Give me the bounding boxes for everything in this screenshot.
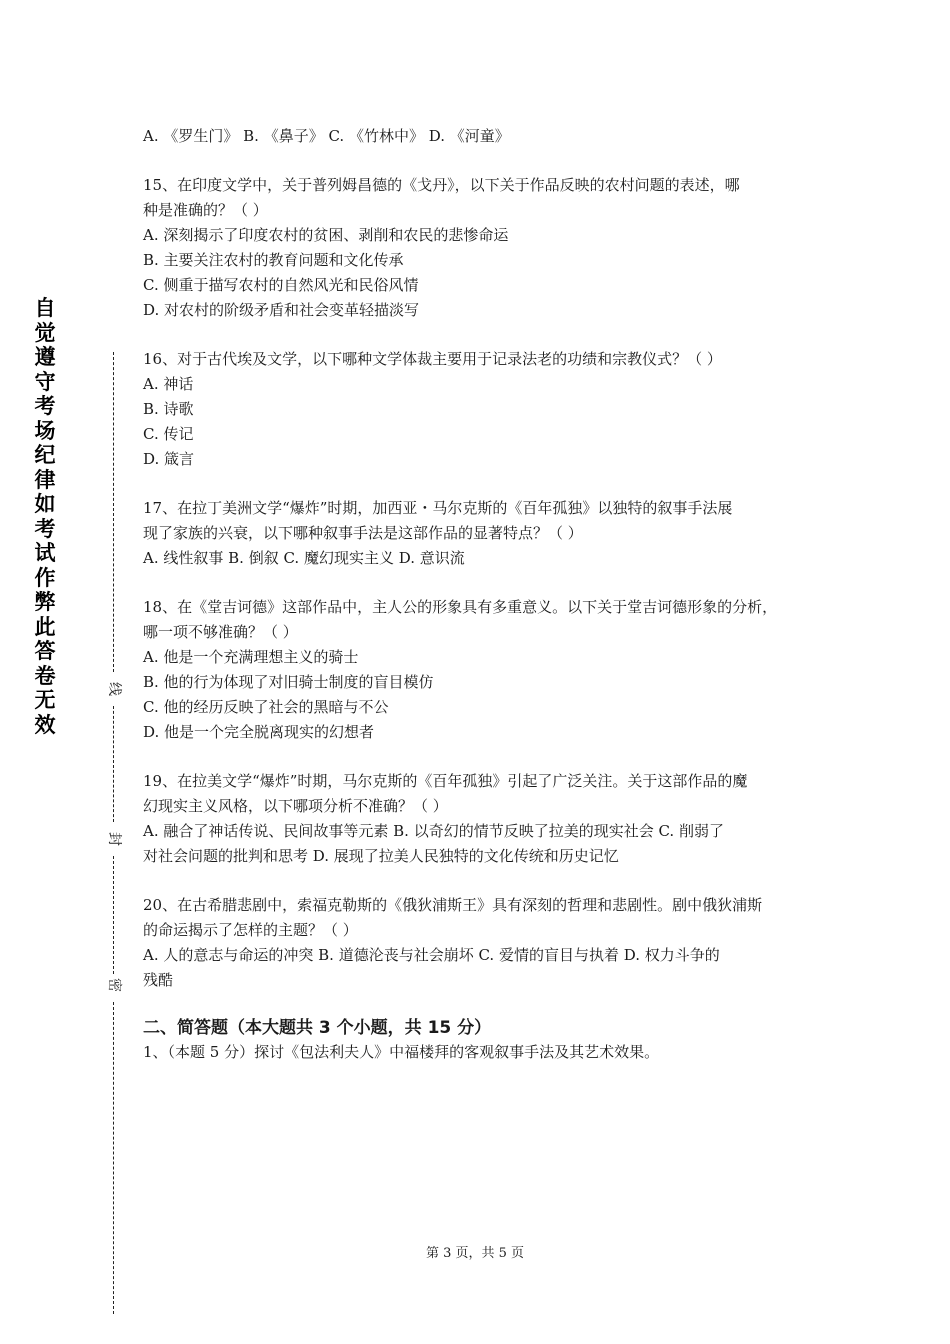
options-inline: A. 人的意志与命运的冲突 B. 道德沦丧与社会崩坏 C. 爱情的盲目与执着 D. 权力斗争的 [143,946,720,964]
options-inline: 残酷 [143,971,174,989]
option-a: A. 深刻揭示了印度农村的贫困、剥削和农民的悲惨命运 [143,226,509,244]
question-18 [143,595,823,745]
exam-discipline-notice: 自觉遵守考场纪律如考试作弊此答卷无效 [34,296,56,737]
exam-content [143,124,823,1065]
binding-mark-line: 线 [106,682,122,696]
question-stem: 幻现实主义风格，以下哪项分析不准确？（ ） [143,797,448,815]
binding-dash-line-1 [113,352,114,672]
question-15 [143,173,823,323]
option-d: D. 箴言 [143,450,195,468]
option-d: D. 对农村的阶级矛盾和社会变革轻描淡写 [143,301,420,319]
question-19 [143,769,823,869]
section-2-title: 二、简答题（本大题共 3 个小题，共 15 分） [143,1018,492,1038]
question-stem: 现了家族的兴衰，以下哪种叙事手法是这部作品的显著特点？（ ） [143,524,583,542]
options-inline: A. 融合了神话传说、民间故事等元素 B. 以奇幻的情节反映了拉美的现实社会 C. 削弱了 [143,822,724,840]
question-stem: 17、在拉丁美洲文学“爆炸”时期，加西亚・马尔克斯的《百年孤独》以独特的叙事手法展 [143,499,733,517]
options-inline: 对社会问题的批判和思考 D. 展现了拉美人民独特的文化传统和历史记忆 [143,847,619,865]
question-20 [143,893,823,993]
binding-dash-line-2 [113,706,114,822]
question-stem: 16、对于古代埃及文学，以下哪种文学体裁主要用于记录法老的功绩和宗教仪式？（ ） [143,350,722,368]
option-b: B. 他的行为体现了对旧骑士制度的盲目模仿 [143,673,434,691]
binding-dash-line-3 [113,856,114,974]
question-stem: 19、在拉美文学“爆炸”时期，马尔克斯的《百年孤独》引起了广泛关注。关于这部作品的魔 [143,772,748,790]
question-stem: 15、在印度文学中，关于普列姆昌德的《戈丹》，以下关于作品反映的农村问题的表述，哪 [143,176,740,194]
option-b: B. 诗歌 [143,400,194,418]
page-footer: 第 3 页，共 5 页 [425,1246,525,1261]
question-stem: 哪一项不够准确？（ ） [143,623,298,641]
option-c: C. 传记 [143,425,194,443]
option-d: D. 他是一个完全脱离现实的幻想者 [143,723,375,741]
option-a: A. 他是一个充满理想主义的骑士 [143,648,359,666]
option-c: C. 侧重于描写农村的自然风光和民俗风情 [143,276,419,294]
question-stem: 20、在古希腊悲剧中，索福克勒斯的《俄狄浦斯王》具有深刻的哲理和悲剧性。剧中俄狄浦斯 [143,896,763,914]
option-b: B. 主要关注农村的教育问题和文化传承 [143,251,404,269]
q14-options: A. 《罗生门》 B. 《鼻子》 C. 《竹林中》 D. 《河童》 [143,127,510,145]
question-stem: 18、在《堂吉诃德》这部作品中，主人公的形象具有多重意义。以下关于堂吉诃德形象的分析， [143,598,778,616]
binding-dash-line-4 [113,1002,114,1314]
binding-mark-seal: 封 [106,832,122,846]
question-17 [143,496,823,571]
option-c: C. 他的经历反映了社会的黑暗与不公 [143,698,389,716]
short-answer-question-1: 1、（本题 5 分）探讨《包法利夫人》中福楼拜的客观叙事手法及其艺术效果。 [143,1043,660,1061]
binding-mark-secret: 密 [106,978,122,992]
question-stem: 的命运揭示了怎样的主题？（ ） [143,921,358,939]
question-16 [143,347,823,472]
options-inline: A. 线性叙事 B. 倒叙 C. 魔幻现实主义 D. 意识流 [143,549,465,567]
option-a: A. 神话 [143,375,194,393]
question-stem: 种是准确的？（ ） [143,201,268,219]
